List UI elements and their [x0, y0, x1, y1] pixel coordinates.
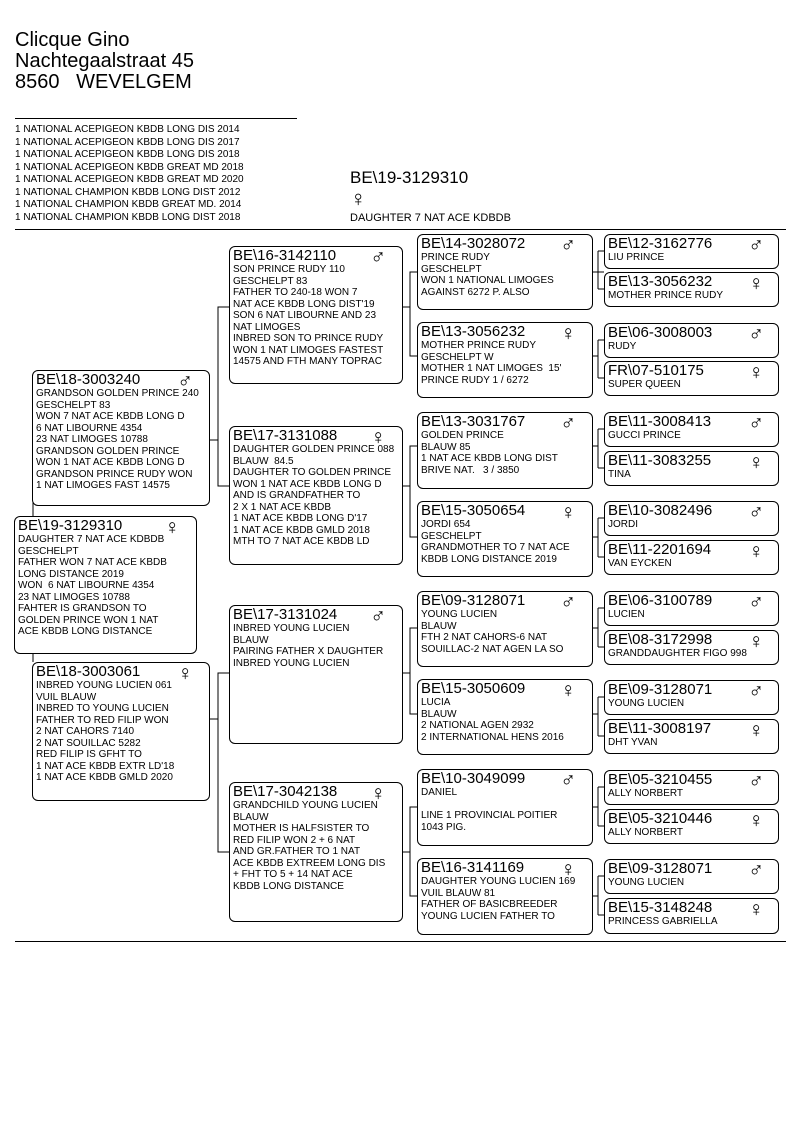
- male-icon: ♂: [370, 246, 386, 269]
- pigeon-info: JORDI 654 GESCHELPT GRANDMOTHER TO 7 NAT ACE KBDB LONG DISTANCE 2019: [421, 519, 570, 565]
- award-item: 1 NATIONAL ACEPIGEON KBDB GREAT MD 2018: [15, 161, 244, 173]
- male-icon: ♂: [748, 770, 764, 793]
- connector-line: [593, 787, 604, 826]
- ring-number: BE\12-3162776: [608, 235, 713, 252]
- ring-number: BE\11-2201694: [608, 541, 712, 558]
- pedigree-card-gen5: [604, 501, 779, 536]
- female-icon: ♀: [748, 272, 764, 295]
- pigeon-info: GRANDSON GOLDEN PRINCE 240 GESCHELPT 83 WON 7 NAT ACE KBDB LONG D 6 NAT LIBOURNE 4354 23 NAT LIMOGES 10788 GRANDSON GOLDEN PRINCE WON 1 NAT ACE KBDB LONG D GRANDSON PRINCE RUDY WON 1 NAT LIMOGES FAST 14575: [36, 388, 199, 491]
- pigeon-info: PRINCESS GABRIELLA: [608, 916, 718, 927]
- female-icon: ♀: [748, 898, 764, 921]
- pigeon-info: GOLDEN PRINCE BLAUW 85 1 NAT ACE KBDB LONG DIST BRIVE NAT. 3 / 3850: [421, 430, 558, 476]
- connector-line: [593, 518, 604, 557]
- pigeon-info: RUDY: [608, 341, 637, 352]
- female-icon: ♀: [748, 719, 764, 742]
- ring-number: BE\09-3128071: [608, 681, 713, 698]
- female-icon: ♀: [370, 426, 386, 449]
- pigeon-info: LUCIEN: [608, 609, 645, 620]
- ring-number: BE\13-3056232: [421, 323, 526, 340]
- pedigree-card-gen5: [604, 630, 779, 665]
- pigeon-info: GRANDCHILD YOUNG LUCIEN BLAUW MOTHER IS HALFSISTER TO RED FILIP WON 2 + 6 NAT AND GR.FATHER TO 1 NAT ACE KBDB EXTREEM LONG DIS + FHT TO 5 + 14 NAT ACE KBDB LONG DISTANCE: [233, 800, 386, 892]
- pedigree-card-gen5: [604, 719, 779, 754]
- award-item: 1 NATIONAL ACEPIGEON KBDB LONG DIS 2018: [15, 149, 240, 160]
- award-item: 1 NATIONAL ACEPIGEON KBDB LONG DIS 2017: [15, 136, 240, 148]
- ring-number: BE\11-3083255: [608, 452, 712, 469]
- pigeon-info: JORDI: [608, 519, 638, 530]
- female-icon: ♀: [177, 662, 193, 685]
- male-icon: ♂: [748, 323, 764, 346]
- pigeon-info: SUPER QUEEN: [608, 379, 681, 390]
- female-icon: ♀: [748, 361, 764, 384]
- ring-number: FR\07-510175: [608, 362, 704, 379]
- pedigree-card-fff: [417, 234, 593, 310]
- pigeon-info: LUCIA BLAUW 2 NATIONAL AGEN 2932 2 INTERNATIONAL HENS 2016: [421, 697, 564, 743]
- pigeon-info: DANIEL LINE 1 PROVINCIAL POITIER 1043 PIG.: [421, 787, 558, 833]
- male-icon: ♂: [748, 501, 764, 524]
- pigeon-info: MOTHER PRINCE RUDY: [608, 290, 724, 301]
- pigeon-info: SON PRINCE RUDY 110 GESCHELPT 83 FATHER TO 240-18 WON 7 NAT ACE KBDB LONG DIST'19 SON 6 NAT LIBOURNE AND 23 NAT LIMOGES INBRED SON TO PRINCE RUDY WON 1 NAT LIMOGES FASTEST 14575 AND FTH MANY TOPRAC: [233, 264, 384, 367]
- pedigree-card-gen5: [604, 859, 779, 894]
- pigeon-info: YOUNG LUCIEN: [608, 877, 685, 888]
- pigeon-info: VAN EYCKEN: [608, 558, 672, 569]
- owner-name: Clicque Gino: [15, 29, 130, 51]
- pigeon-info: DHT YVAN: [608, 737, 658, 748]
- award-item: 1 NATIONAL CHAMPION KBDB GREAT MD. 2014: [15, 199, 242, 210]
- connector-line: [403, 807, 417, 896]
- pedigree-card-fmm: [417, 501, 593, 577]
- connector-line: [593, 876, 604, 915]
- male-icon: ♂: [748, 680, 764, 703]
- ring-number: BE\05-3210455: [608, 771, 713, 788]
- male-icon: ♂: [560, 591, 576, 614]
- male-icon: ♂: [748, 591, 764, 614]
- male-icon: ♂: [748, 234, 764, 257]
- ring-number: BE\16-3142110: [233, 247, 337, 264]
- pigeon-info: TINA: [608, 469, 631, 480]
- pedigree-card-mfm: [417, 679, 593, 755]
- female-icon: ♀: [748, 630, 764, 653]
- owner-city: 8560 WEVELGEM: [15, 71, 192, 93]
- pedigree-card-gen5: [604, 540, 779, 575]
- ring-number: BE\09-3128071: [608, 860, 713, 877]
- pigeon-info: DAUGHTER GOLDEN PRINCE 088 BLAUW 84.5 DAUGHTER TO GOLDEN PRINCE WON 1 NAT ACE KBDB LONG D AND IS GRANDFATHER TO 2 X 1 NAT ACE KBDB 1 NAT ACE KBDB LONG D'17 1 NAT ACE KBDB GMLD 2018 MTH TO 7 NAT ACE KBDB LD: [233, 444, 395, 547]
- pedigree-card-gen5: [604, 272, 779, 307]
- male-icon: ♂: [560, 412, 576, 435]
- pedigree-card-gen5: [604, 323, 779, 358]
- ring-number: BE\10-3049099: [421, 770, 526, 787]
- ring-number: BE\15-3148248: [608, 899, 713, 916]
- pigeon-info: ALLY NORBERT: [608, 788, 684, 799]
- connector-line: [210, 673, 229, 852]
- pedigree-card-fmf: [417, 412, 593, 489]
- connector-line: [593, 608, 604, 647]
- female-icon: ♀: [350, 186, 367, 211]
- female-icon: ♀: [560, 322, 576, 345]
- pedigree-card-mother: [32, 662, 210, 801]
- pigeon-info: LIU PRINCE: [608, 252, 665, 263]
- pedigree-card-subject: [14, 516, 197, 654]
- connector-line: [593, 697, 604, 736]
- pigeon-info: INBRED YOUNG LUCIEN 061 VUIL BLAUW INBRED TO YOUNG LUCIEN FATHER TO RED FILIP WON 2 NAT CAHORS 7140 2 NAT SOUILLAC 5282 RED FILIP IS GFHT TO 1 NAT ACE KBDB EXTR LD'18 1 NAT ACE KBDB GMLD 2020: [36, 680, 175, 783]
- connector-line: [210, 307, 229, 486]
- female-icon: ♀: [560, 858, 576, 881]
- pigeon-info: DAUGHTER 7 NAT ACE KDBDB GESCHELPT FATHER WON 7 NAT ACE KBDB LONG DISTANCE 2019 WON 6 NAT LIBOURNE 4354 23 NAT LIMOGES 10788 FAHTER IS GRANDSON TO GOLDEN PRINCE WON 1 NAT ACE KBDB LONG DISTANCE: [18, 534, 167, 637]
- subject-description: DAUGHTER 7 NAT ACE KDBDB: [350, 212, 511, 224]
- male-icon: ♂: [560, 769, 576, 792]
- pigeon-info: DAUGHTER YOUNG LUCIEN 169 VUIL BLAUW 81 FATHER OF BASICBREEDER YOUNG LUCIEN FATHER TO: [421, 876, 576, 922]
- female-icon: ♀: [748, 809, 764, 832]
- female-icon: ♀: [748, 451, 764, 474]
- pigeon-info: GRANDDAUGHTER FIGO 998: [608, 648, 747, 659]
- pigeon-info: ALLY NORBERT: [608, 827, 684, 838]
- female-icon: ♀: [560, 501, 576, 524]
- ring-number: BE\18-3003240: [36, 371, 141, 388]
- ring-number: BE\17-3131024: [233, 606, 338, 623]
- pigeon-info: PRINCE RUDY GESCHELPT WON 1 NATIONAL LIMOGES AGAINST 6272 P. ALSO: [421, 252, 554, 298]
- ring-number: BE\19-3129310: [18, 517, 123, 534]
- connector-line: [593, 429, 604, 468]
- male-icon: ♂: [748, 859, 764, 882]
- award-item: 1 NATIONAL CHAMPION KBDB LONG DIST 2018: [15, 211, 241, 223]
- connector-line: [403, 446, 417, 537]
- female-icon: ♀: [560, 679, 576, 702]
- pedigree-card-gen5: [604, 809, 779, 844]
- connector-line: [403, 272, 417, 356]
- pedigree-card-mmf: [417, 769, 593, 846]
- pedigree-card-gen5: [604, 234, 779, 269]
- ring-number: BE\09-3128071: [421, 592, 526, 609]
- connector-line: [403, 628, 417, 714]
- ring-number: BE\15-3050654: [421, 502, 526, 519]
- pedigree-card-mm: [229, 782, 403, 922]
- female-icon: ♀: [748, 540, 764, 563]
- pedigree-card-fm: [229, 426, 403, 565]
- male-icon: ♂: [748, 412, 764, 435]
- female-icon: ♀: [164, 516, 180, 539]
- pedigree-card-gen5: [604, 591, 779, 626]
- ring-number: BE\10-3082496: [608, 502, 713, 519]
- pigeon-info: YOUNG LUCIEN: [608, 698, 685, 709]
- pigeon-info: YOUNG LUCIEN BLAUW FTH 2 NAT CAHORS-6 NAT SOUILLAC-2 NAT AGEN LA SO: [421, 609, 564, 655]
- ring-number: BE\16-3141169: [421, 859, 525, 876]
- owner-street: Nachtegaalstraat 45: [15, 50, 195, 72]
- pedigree-card-mmm: [417, 858, 593, 935]
- ring-number: BE\11-3008413: [608, 413, 712, 430]
- ring-number: BE\18-3003061: [36, 663, 141, 680]
- pedigree-card-ff: [229, 246, 403, 384]
- pedigree-card-gen5: [604, 361, 779, 396]
- award-item: 1 NATIONAL ACEPIGEON KBDB LONG DIS 2014: [15, 124, 240, 135]
- subject-ring: BE\19-3129310: [350, 168, 469, 187]
- ring-number: BE\05-3210446: [608, 810, 713, 827]
- pedigree-card-mff: [417, 591, 593, 667]
- ring-number: BE\13-3031767: [421, 413, 526, 430]
- ring-number: BE\11-3008197: [608, 720, 712, 737]
- male-icon: ♂: [177, 370, 193, 393]
- pedigree-card-gen5: [604, 680, 779, 715]
- connector-line: [593, 251, 604, 289]
- ring-number: BE\08-3172998: [608, 631, 713, 648]
- pedigree-card-gen5: [604, 770, 779, 805]
- pigeon-info: GUCCI PRINCE: [608, 430, 681, 441]
- ring-number: BE\14-3028072: [421, 235, 526, 252]
- award-item: 1 NATIONAL CHAMPION KBDB LONG DIST 2012: [15, 186, 241, 198]
- male-icon: ♂: [560, 234, 576, 257]
- ring-number: BE\17-3131088: [233, 427, 338, 444]
- pigeon-info: MOTHER PRINCE RUDY GESCHELPT W MOTHER 1 NAT LIMOGES 15' PRINCE RUDY 1 / 6272: [421, 340, 562, 386]
- pedigree-card-gen5: [604, 451, 779, 486]
- pedigree-card-father: [32, 370, 210, 506]
- ring-number: BE\13-3056232: [608, 273, 713, 290]
- connector-line: [593, 340, 604, 378]
- pedigree-card-mf: [229, 605, 403, 744]
- award-item: 1 NATIONAL ACEPIGEON KBDB GREAT MD 2020: [15, 174, 244, 185]
- ring-number: BE\15-3050609: [421, 680, 526, 697]
- pedigree-card-gen5: [604, 898, 779, 934]
- male-icon: ♂: [370, 605, 386, 628]
- pedigree-card-gen5: [604, 412, 779, 447]
- pigeon-info: INBRED YOUNG LUCIEN BLAUW PAIRING FATHER X DAUGHTER INBRED YOUNG LUCIEN: [233, 623, 384, 669]
- pedigree-card-ffm: [417, 322, 593, 398]
- female-icon: ♀: [370, 782, 386, 805]
- ring-number: BE\06-3008003: [608, 324, 713, 341]
- ring-number: BE\06-3100789: [608, 592, 713, 609]
- ring-number: BE\17-3042138: [233, 783, 338, 800]
